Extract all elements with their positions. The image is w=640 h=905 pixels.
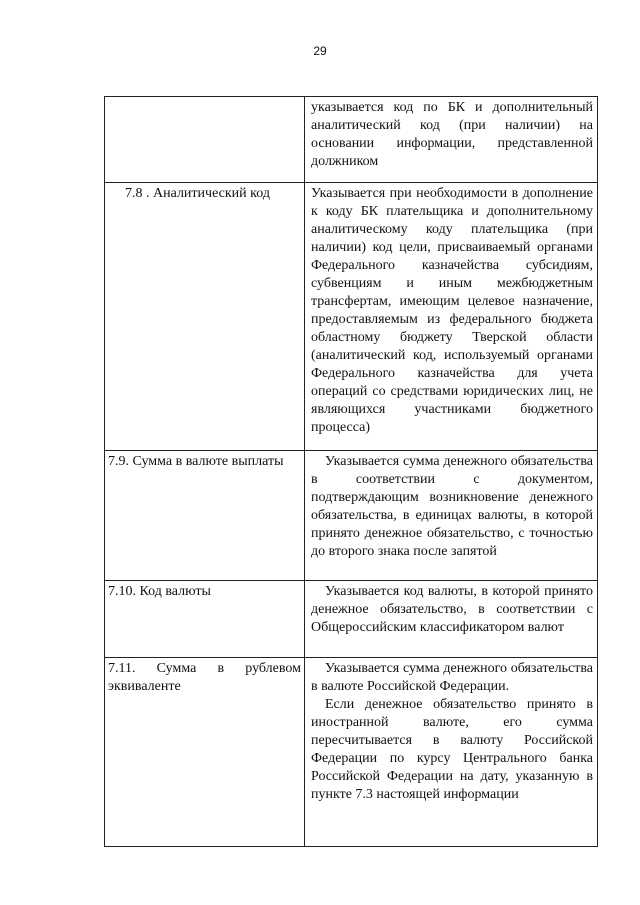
field-name-cell bbox=[105, 451, 305, 581]
table-row bbox=[105, 183, 598, 451]
field-name-cell bbox=[105, 658, 305, 847]
table-row bbox=[105, 451, 598, 581]
field-description-cell bbox=[305, 451, 598, 581]
field-description: Указывается сумма денежного обязательства в валюте Российской Федерации. bbox=[311, 661, 593, 694]
field-name-cell bbox=[105, 183, 305, 451]
field-name: 7.8 . Аналитический код bbox=[125, 186, 270, 201]
field-description: Указывается при необходимости в дополнение к коду БК плательщика и дополнительному аналитическому коду плательщика (при наличии) код цели, присваиваемый органами Федерального казначейства субсидиям, субвенциям и иным межбюджетным трансфертам, имеющим целевое назначение, предоставляемым из федерального бюджета областному бюджету Тверской области (аналитический код, используемый органами Федерального казначейства для учета операций со средствами юридических лиц, не являющихся участниками бюджетного процесса) bbox=[311, 186, 593, 435]
table-row bbox=[105, 658, 598, 847]
field-description: Указывается сумма денежного обязательства в соответствии с документом, подтверждающим возникновение денежного обязательства, в единицах валюты, в которой принято денежное обязательство, с точностью до второго знака после запятой bbox=[311, 454, 593, 559]
page-number: 29 bbox=[313, 44, 327, 58]
field-name: 7.11. Сумма в рублевом эквиваленте bbox=[108, 661, 301, 694]
field-description-cell bbox=[305, 658, 598, 847]
field-description: указывается код по БК и дополнительный аналитический код (при наличии) на основании информации, представленной должником bbox=[311, 100, 593, 169]
table-row bbox=[105, 581, 598, 658]
field-name: 7.9. Сумма в валюте выплаты bbox=[108, 454, 284, 469]
field-name bbox=[105, 97, 304, 99]
field-description: Если денежное обязательство принято в иностранной валюте, его сумма пересчитывается в валюту Российской Федерации по курсу Центрального банка Российской Федерации на дату, указанную в пункте 7.3 настоящей информации bbox=[311, 697, 593, 802]
field-description-cell bbox=[305, 97, 598, 183]
field-description-cell bbox=[305, 183, 598, 451]
field-description: Указывается код валюты, в которой принято денежное обязательство, в соответствии с Общероссийским классификатором валют bbox=[311, 584, 593, 635]
field-name: 7.10. Код валюты bbox=[108, 584, 211, 599]
field-name-cell bbox=[105, 97, 305, 183]
field-name-cell bbox=[105, 581, 305, 658]
requisites-table bbox=[104, 96, 598, 847]
table-row bbox=[105, 97, 598, 183]
field-description-cell bbox=[305, 581, 598, 658]
